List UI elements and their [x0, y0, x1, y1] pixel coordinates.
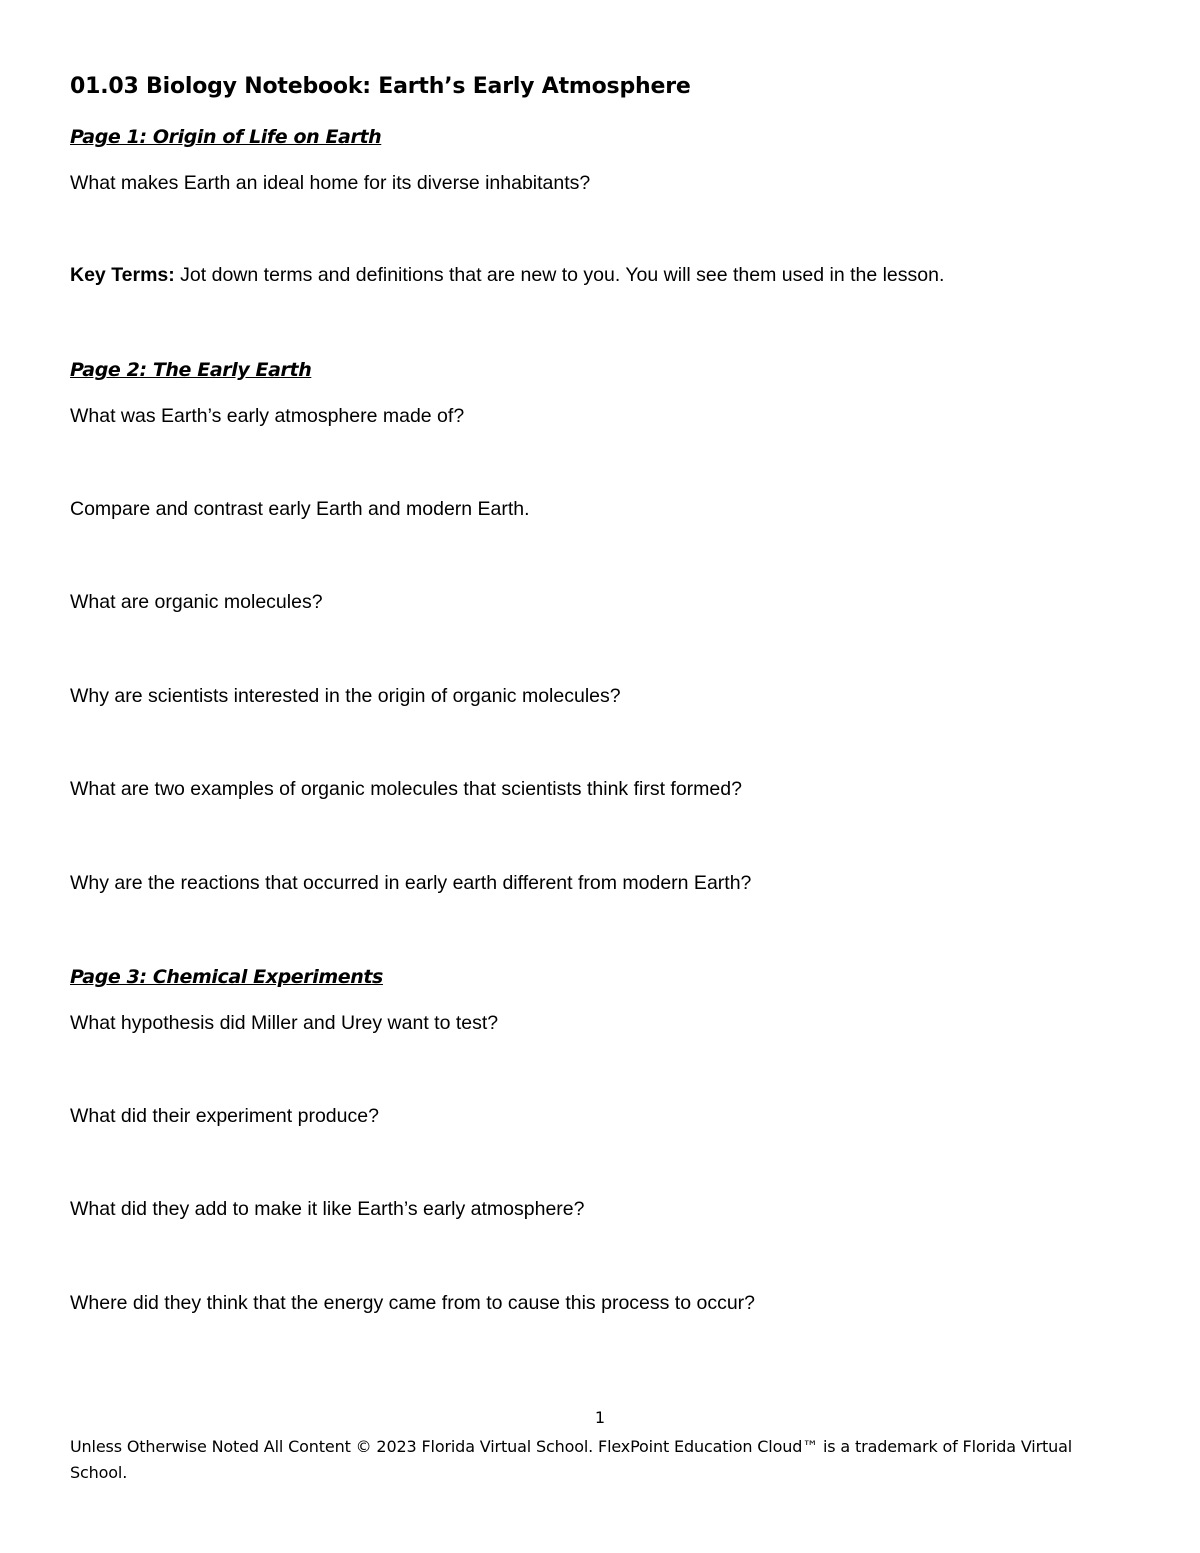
question-item: What did their experiment produce? [70, 1105, 379, 1127]
footer-copyright: Unless Otherwise Noted All Content © 2023 Florida Virtual School. FlexPoint Education Cloud™ is a trademark of Florida Virtual School. [70, 1437, 1073, 1482]
question-item: Compare and contrast early Earth and modern Earth. [70, 498, 530, 520]
question-item: Why are scientists interested in the origin of organic molecules? [70, 685, 621, 707]
question-item: What was Earth’s early atmosphere made of? [70, 405, 465, 427]
section-heading-page-3: Page 3: Chemical Experiments [70, 966, 383, 988]
key-terms-label: Key Terms: [70, 264, 175, 286]
question-item: What are organic molecules? [70, 591, 323, 613]
key-terms-text: Jot down terms and definitions that are new to you. You will see them used in the lesson. [174, 264, 945, 286]
question-item: Why are the reactions that occurred in early earth different from modern Earth? [70, 872, 752, 894]
section-heading-page-1: Page 1: Origin of Life on Earth [70, 126, 382, 148]
key-terms-paragraph [70, 264, 944, 287]
question-item: Where did they think that the energy came from to cause this process to occur? [70, 1292, 756, 1314]
document-title: 01.03 Biology Notebook: Earth’s Early Atmosphere [70, 74, 691, 99]
question-item: What hypothesis did Miller and Urey want to test? [70, 1012, 499, 1034]
page-number: 1 [594, 1408, 606, 1427]
section-heading-page-2: Page 2: The Early Earth [70, 359, 312, 381]
question-item: What are two examples of organic molecules that scientists think first formed? [70, 778, 742, 800]
question-item: What did they add to make it like Earth’s early atmosphere? [70, 1198, 585, 1220]
question-item: What makes Earth an ideal home for its diverse inhabitants? [70, 172, 591, 194]
